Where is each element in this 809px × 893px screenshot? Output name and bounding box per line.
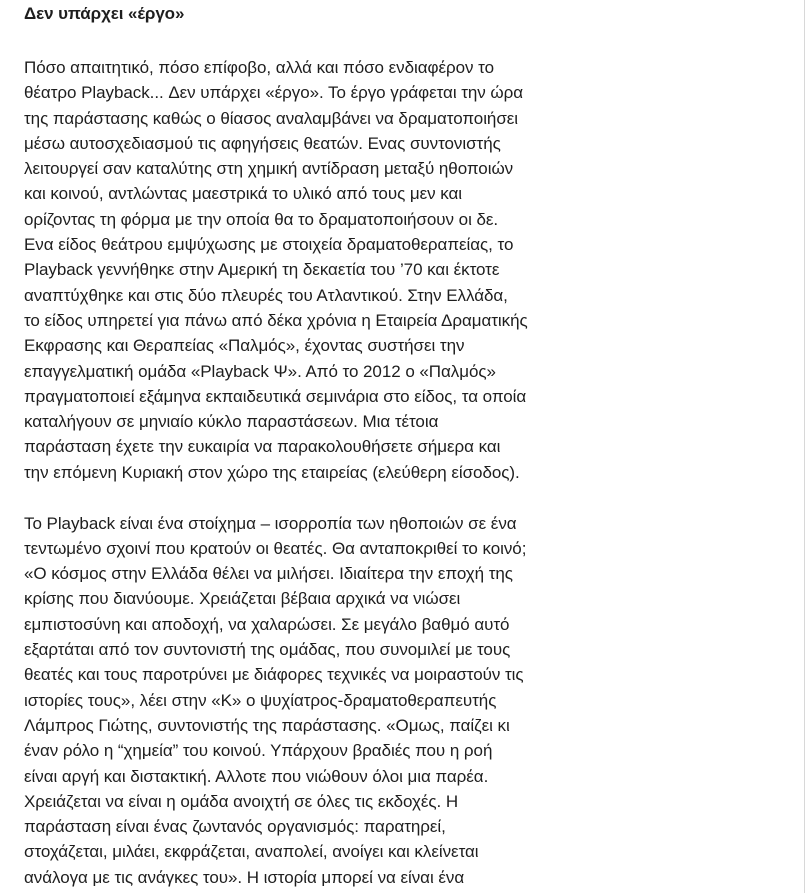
article-heading: Δεν υπάρχει «έργο» bbox=[24, 4, 185, 23]
paragraph-line: Playback γεννήθηκε στην Αμερική τη δεκαετία του ’70 και έκτοτε bbox=[24, 260, 500, 280]
paragraph-line: στοχάζεται, μιλάει, εκφράζεται, αναπολεί, ανοίγει και κλείνεται bbox=[24, 842, 479, 862]
paragraph-line: Ενα είδος θεάτρου εμψύχωσης με στοιχεία δραματοθεραπείας, το bbox=[24, 235, 514, 255]
paragraph-line: Πόσο απαιτητικό, πόσο επίφοβο, αλλά και πόσο ενδιαφέρον το bbox=[24, 58, 494, 77]
paragraph-line: την επόμενη Κυριακή στον χώρο της εταιρείας (ελεύθερη είσοδος). bbox=[24, 462, 520, 482]
paragraph-line: ιστορίες τους», λέει στην «Κ» ο ψυχίατρος-δραματοθεραπευτής bbox=[24, 690, 497, 710]
paragraph-line: έναν ρόλο η “χημεία” του κοινού. Υπάρχουν βραδιές που η ροή bbox=[24, 741, 493, 761]
paragraph-line: και κοινού, αντλώντας μαεστρικά το υλικό από τους μεν και bbox=[24, 184, 463, 204]
paragraph-line: ορίζοντας τη φόρμα με την οποία θα το δραματοποιήσουν οι δε. bbox=[24, 209, 499, 229]
paragraph-line: πραγματοποιεί εξάμηνα εκπαιδευτικά σεμινάρια στο είδος, τα οποία bbox=[24, 386, 527, 406]
paragraph-line: επαγγελματική ομάδα «Playback Ψ». Από το 2012 ο «Παλμός» bbox=[24, 361, 496, 381]
paragraph-line: τεντωμένο σχοινί που κρατούν οι θεατές. Θα ανταποκριθεί το κοινό; bbox=[24, 538, 527, 558]
paragraph-line: παράσταση έχετε την ευκαιρία να παρακολουθήσετε σήμερα και bbox=[24, 437, 501, 457]
paragraph-line: της παράστασης καθώς ο θίασος αναλαμβάνει να δραματοποιήσει bbox=[24, 108, 519, 128]
paragraph-line: αναπτύχθηκε και στις δύο πλευρές του Ατλαντικού. Στην Ελλάδα, bbox=[24, 285, 508, 305]
paragraph-line: εμπιστοσύνη και αποδοχή, να χαλαρώσει. Σε μεγάλο βαθμό αυτό bbox=[24, 614, 510, 634]
paragraph-line: Χρειάζεται να είναι η ομάδα ανοιχτή σε όλες τις εκδοχές. Η bbox=[24, 791, 459, 811]
paragraph-line: θεατές και τους παροτρύνει με διάφορες τεχνικές να μοιραστούν τις bbox=[24, 665, 524, 685]
paragraph-line: Εκφρασης και Θεραπείας «Παλμός», έχοντας συστήσει την bbox=[24, 336, 465, 356]
paragraph-line: ανάλογα με τις ανάγκες του». Η ιστορία μπορεί να είναι ένα bbox=[24, 867, 465, 887]
paragraph-line: θέατρο Playback... Δεν υπάρχει «έργο». Το έργο γράφεται την ώρα bbox=[24, 83, 524, 103]
paragraph-line: το είδος υπηρετεί για πάνω από δέκα χρόνια η Εταιρεία Δραματικής bbox=[24, 310, 528, 330]
paragraph-line: εξαρτάται από τον συντονιστή της ομάδας, που συνομιλεί με τους bbox=[24, 640, 511, 660]
article-paragraph-1 bbox=[24, 55, 584, 485]
paragraph-line: κρίσης που διανύουμε. Χρειάζεται βέβαια αρχικά να νιώσει bbox=[24, 589, 461, 609]
paragraph-line: λειτουργεί σαν καταλύτης στη χημική αντίδραση μεταξύ ηθοποιών bbox=[24, 159, 514, 179]
article bbox=[24, 2, 584, 890]
paragraph-line: Λάμπρος Γιώτης, συντονιστής της παράστασης. «Ομως, παίζει κι bbox=[24, 715, 510, 735]
paragraph-line: Το Playback είναι ένα στοίχημα – ισορροπία των ηθοποιών σε ένα bbox=[24, 513, 517, 533]
paragraph-line: παράσταση είναι ένας ζωντανός οργανισμός: παρατηρεί, bbox=[24, 817, 446, 837]
paragraph-line: «Ο κόσμος στην Ελλάδα θέλει να μιλήσει. Ιδιαίτερα την εποχή της bbox=[24, 564, 513, 584]
paragraph-line: καταλήγουν σε μηνιαίο κύκλο παραστάσεων. Μια τέτοια bbox=[24, 412, 439, 432]
article-paragraph-2 bbox=[24, 511, 584, 890]
paragraph-line: μέσω αυτοσχεδιασμού τις αφηγήσεις θεατών. Ενας συντονιστής bbox=[24, 133, 501, 153]
paragraph-line: είναι αργή και διστακτική. Αλλοτε που νιώθουν όλοι μια παρέα. bbox=[24, 766, 489, 786]
